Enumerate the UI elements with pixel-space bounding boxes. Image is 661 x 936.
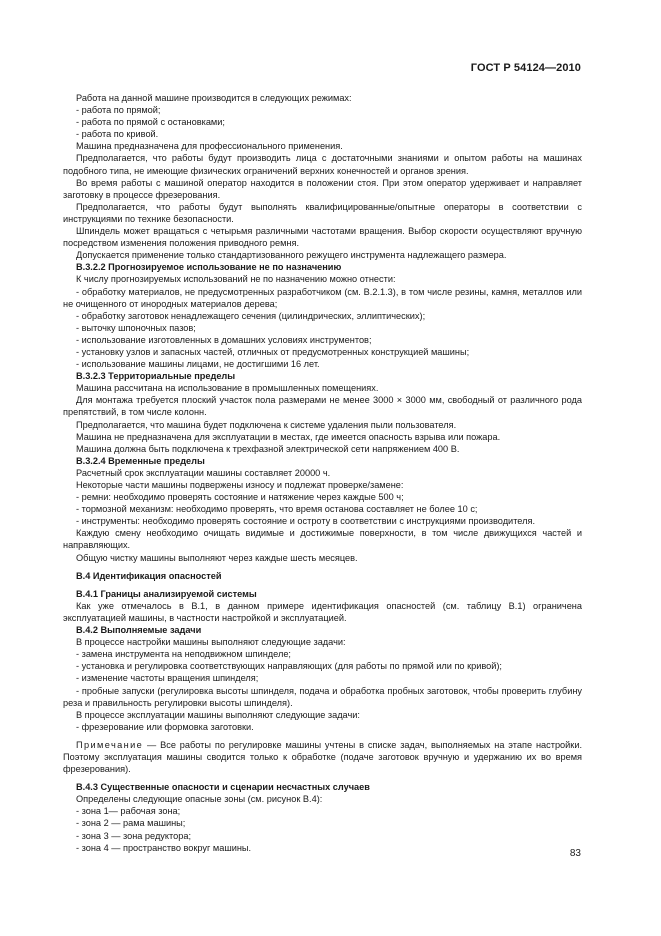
list-item: - инструменты: необходимо проверять состояние и остроту в соответствии с инструкциями производителя. [76, 516, 535, 527]
paragraph: Шпиндель может вращаться с четырьмя различными частотами вращения. Выбор скорости осуществляют вручную посредством изменения положения приводного ремня. [63, 226, 582, 249]
document-header: ГОСТ Р 54124—2010 [470, 62, 581, 74]
list-item: - использование машины лицами, не достигшими 16 лет. [76, 359, 320, 370]
note-paragraph [63, 739, 582, 775]
paragraph: Предполагается, что машина будет подключена к системе удаления пыли пользователя. [76, 419, 457, 430]
list-item: - пробные запуски (регулировка высоты шпинделя, подача и обработка пробных заготовок, чтобы проверить глубину реза и правильность регулировки высоты шпинделя). [63, 685, 582, 708]
list-item: - изменение частоты вращения шпинделя; [76, 673, 259, 684]
note-text: — Все работы по регулировке машины учтены в списке задач, выполняемых на этапе настройки. Поэтому эксплуатация машины сводится только к обработке (подаче заготовок вручную и удержанию их во время фрезерования). [63, 739, 582, 775]
list-item: - установка и регулировка соответствующих направляющих (для работы по прямой или по кривой); [76, 661, 502, 672]
list-item: - замена инструмента на неподвижном шпинделе; [76, 649, 291, 660]
paragraph: Работа на данной машине производится в следующих режимах: [76, 93, 352, 103]
paragraph: Определены следующие опасные зоны (см. рисунок В.4): [76, 794, 323, 805]
list-item: - работа по прямой; [76, 105, 161, 116]
paragraph: Некоторые части машины подвержены износу и подлежат проверке/замене: [76, 480, 404, 490]
section-heading: В.3.2.4 Временные пределы [76, 455, 205, 466]
list-item: - зона 4 — пространство вокруг машины. [76, 842, 252, 853]
section-heading: В.4 Идентификация опасностей [76, 570, 222, 581]
section-heading: В.3.2.2 Прогнозируемое использование не по назначению [76, 262, 342, 273]
section-heading: В.4.3 Существенные опасности и сценарии несчастных случаев [76, 782, 370, 793]
paragraph: Как уже отмечалось в В.1, в данном примере идентификация опасностей (см. таблицу В.1) ограничена эксплуатацией машины, в частности настройкой и эксплуатацией. [63, 600, 582, 623]
page-number: 83 [569, 848, 581, 859]
list-item: - обработку заготовок ненадлежащего сечения (цилиндрических, эллиптических); [76, 310, 426, 321]
paragraph: Для монтажа требуется плоский участок пола размерами не менее 3000 × 3000 мм, свободный от различного рода препятствий, в том числе колонн. [63, 395, 582, 418]
paragraph: Машина рассчитана на использование в промышленных помещениях. [76, 383, 379, 394]
paragraph: Предполагается, что работы будут выполнять квалифицированные/опытные операторы в соответствии с инструкциями по технике безопасности. [63, 201, 582, 224]
section-heading: В.4.1 Границы анализируемой системы [76, 588, 257, 599]
list-item: - обработку материалов, не предусмотренных разработчиком (см. В.2.1.3), в том числе резины, камня, металлов или не очищенного от инородных материалов дерева; [63, 286, 582, 309]
list-item: - зона 1— рабочая зона; [76, 806, 181, 817]
list-item: - зона 2 — рама машины; [76, 818, 186, 829]
list-item: - тормозной механизм: необходимо проверять, что время останова составляет не более 10 с; [76, 504, 478, 515]
list-item: - выточку шпоночных пазов; [76, 322, 196, 333]
paragraph: В процессе эксплуатации машины выполняют следующие задачи: [76, 709, 360, 720]
paragraph: Во время работы с машиной оператор находится в положении стоя. При этом оператор удерживает и направляет заготовку в процессе фрезерования. [63, 177, 582, 200]
list-item: - установку узлов и запасных частей, отличных от предусмотренных конструкцией машины; [76, 346, 470, 357]
paragraph: К числу прогнозируемых использований не по назначению можно отнести: [76, 274, 396, 285]
paragraph: Расчетный срок эксплуатации машины составляет 20000 ч. [76, 467, 331, 478]
document-body [63, 92, 582, 854]
section-heading: В.4.2 Выполняемые задачи [76, 625, 202, 636]
list-item: - работа по прямой с остановками; [76, 117, 225, 128]
paragraph: Каждую смену необходимо очищать видимые и достижимые поверхности, в том числе движущихся частей и направляющих. [63, 528, 582, 551]
list-item: - зона 3 — зона редуктора; [76, 830, 192, 841]
paragraph: Машина должна быть подключена к трехфазной электрической сети напряжением 400 В. [76, 443, 460, 454]
paragraph: Машина не предназначена для эксплуатации в местах, где имеется опасность взрыва или пожара. [76, 431, 501, 442]
list-item: - фрезерование или формовка заготовки. [76, 721, 254, 732]
list-item: - использование изготовленных в домашних условиях инструментов; [76, 334, 372, 345]
paragraph: В процессе настройки машины выполняют следующие задачи: [76, 637, 346, 648]
paragraph: Машина предназначена для профессионального применения. [76, 141, 343, 152]
paragraph: Допускается применение только стандартизованного режущего инструмента надлежащего размера. [76, 250, 507, 261]
paragraph: Предполагается, что работы будут производить лица с достаточными знаниями и опытом работы на машинах подобного типа, не имеющие физических ограничений верхних конечностей и органов зрения. [63, 153, 582, 176]
section-heading: В.3.2.3 Территориальные пределы [76, 371, 236, 382]
paragraph: Общую чистку машины выполняют через каждые шесть месяцев. [76, 552, 358, 563]
list-item: - ремни: необходимо проверять состояние и натяжение через каждые 500 ч; [76, 492, 404, 503]
note-label: Примечание [76, 739, 144, 750]
list-item: - работа по кривой. [76, 129, 159, 140]
